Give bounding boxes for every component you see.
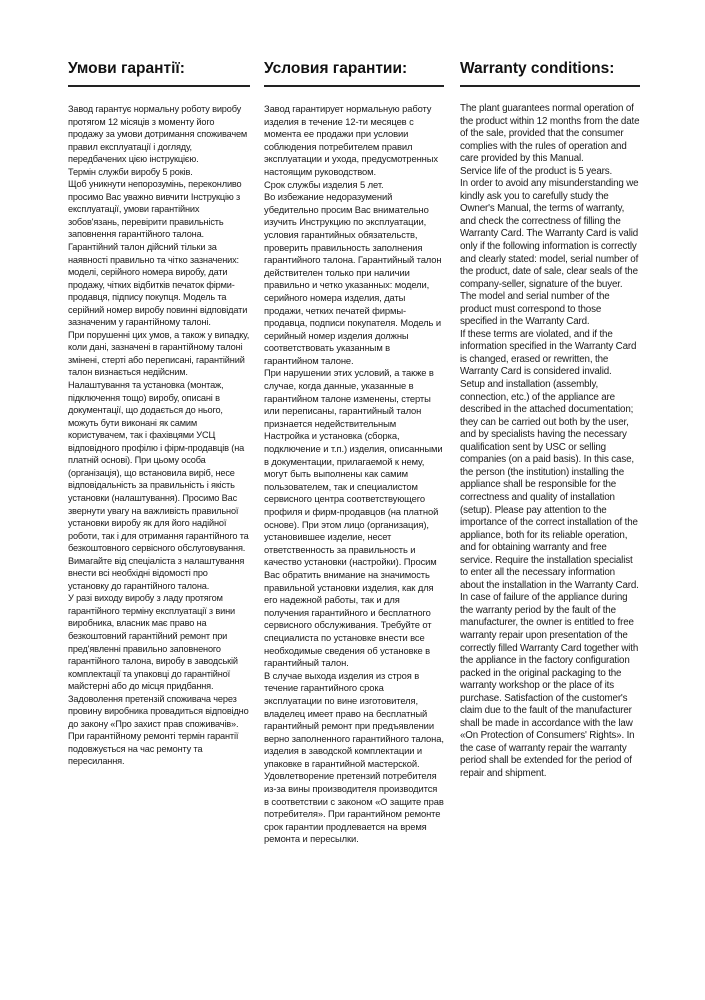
heading-divider (460, 85, 640, 87)
heading-divider (68, 85, 250, 87)
paragraph: The plant guarantees normal operation of the product within 12 months from the date of the sale, provided that the consumer complies with the rules of operation and care provided by this Manual. (460, 103, 640, 165)
paragraph: Завод гарантирует нормальную работу изделия в течение 12-ти месяцев с момента ее продажи при условии соблюдения потребителем правил эксплуатации и ухода, предусмотренных настоящим руководством. (264, 103, 438, 177)
paragraph: If these terms are violated, and if the information specified in the Warranty Card is changed, erased or rewritten, the Warranty Card is considered invalid. (460, 328, 637, 378)
paragraph: Настройка и установка (сборка, подключение и т.п.) изделия, описанными в документации, прилагаемой к нему, могут быть выполнены как самим пользователем, так и специалистом сервисного центра соответствующего профиля и фирм-продавцов (на платной основе). При этом лицо (организация), установившее изделие, несет ответственность за правильность и качество установки (настройки). Просим Вас обратить внимание на значимость правильной установки изделия, как для его надежной работы, так и для получения гарантийного и бесплатного сервисного обслуживания. Требуйте от специалиста по установке внести все необходимые сведения об установке в гарантийный талон. (264, 430, 443, 669)
paragraph: Срок службы изделия 5 лет. (264, 178, 384, 190)
column-body (68, 103, 250, 768)
paragraph: Термін служби виробу 5 років. (68, 166, 193, 177)
paragraph: Завод гарантує нормальну роботу виробу протягом 12 місяців з моменту його продажу за умови дотримання споживачем правил експлуатації і догляду, передбачених цією інструкцією. (68, 104, 248, 165)
paragraph: У разі виходу виробу з ладу протягом гарантійного терміну експлуатації з вини виробника, власник має право на безкоштовний гарантійний ремонт при пред'явленні правильно заповненого гарантійного талона, виробу в заводській комплектації та упаковці до гарантійної майстерні або до місця придбання. Задоволення претензій споживача через провину виробника провадиться відповідно до закону «Про захист прав споживачів». При гарантійному ремонті термін гарантії подовжується на час ремонту та пересилання. (68, 593, 249, 767)
warranty-column-russian (264, 58, 444, 846)
paragraph: Щоб уникнути непорозумінь, переконливо просимо Вас уважно вивчити Інструкцію з експлуатації, умови гарантійних зобов'язань, перевірити правильність заповнення гарантійного талона. Гарантійний талон дійсний тільки за наявності правильно та чітко зазначених: моделі, серійного номера виробу, дати продажу, чітких відбитків печаток фірми-продавця, підпису покупця. Модель та серійний номер виробу повинні відповідати зазначеним у гарантійному талоні. (68, 179, 248, 328)
column-heading: Warranty conditions: (460, 60, 615, 77)
column-body (460, 103, 640, 781)
warranty-column-english (460, 58, 640, 781)
paragraph: Во избежание недоразумений убедительно просим Вас внимательно изучить Инструкцию по эксплуатации, условия гарантийных обязательств, проверить правильность заполнения гарантийного талона. Гарантийный талон действителен только при наличии правильно и четко указанных: модели, серийного номера изделия, даты продажи, четких печатей фирмы-продавца, подписи покупателя. Модель и серийный номер изделия должны соответствовать указанным в гарантийном талоне. (264, 191, 442, 366)
paragraph: In case of failure of the appliance during the warranty period by the fault of the manufacturer, the owner is entitled to free warranty repair upon presentation of the correctly filled Warranty Card together with the appliance in the factory configuration packed in the original packaging to the warranty workshop or the place of its purchase. Satisfaction of the customer's claim due to the fault of the manufacturer shall be made in accordance with the law «On Protection of Consumers' Rights». In the case of warranty repair the warranty period shall be extended for the period of repair and shipment. (460, 592, 639, 779)
paragraph: При порушенні цих умов, а також у випадку, коли дані, зазначені в гарантійному талоні змінені, стерті або переписані, гарантійний талон визнається недійсним. (68, 329, 250, 378)
heading-divider (264, 85, 444, 87)
column-body (264, 103, 444, 846)
column-heading: Умови гарантії: (68, 60, 185, 77)
paragraph: При нарушении этих условий, а также в случае, когда данные, указанные в гарантийном талоне изменены, стерты или переписаны, гарантийный талон признается недействительным (264, 367, 434, 429)
paragraph: Налаштування та установка (монтаж, підключення тощо) виробу, описані в документації, що додається до нього, можуть бути виконані як самим користувачем, так і фахівцями УСЦ відповідного профілю і фірм-продавців (на платній основі). При цьому особа (організація), що встановила виріб, несе відповідальність за правильність і якість установки (налаштування). Просимо Вас звернути увагу на важливість правильної установки виробу як для його надійної роботи, так і для отримання гарантійного та безкоштовного сервісного обслуговування. Вимагайте від спеціаліста з налаштування внести всі необхідні відомості про установку до гарантійного талона. (68, 380, 249, 591)
paragraph: Service life of the product is 5 years. (460, 165, 613, 177)
warranty-column-ukrainian (68, 58, 250, 768)
paragraph: Setup and installation (assembly, connection, etc.) of the appliance are described in the attached documentation; they can be carried out both by the user, and by specialists having the necessary qualification sent by USC or selling companies (on a paid basis). In this case, the person (the institution) installing the appliance shall be responsible for the correctness and quality of installation (setup). Please pay attention to the importance of the correct installation of the appliance, both for its reliable operation, and for obtaining warranty and free service. Require the installation specialist to enter all the necessary information about the installation in the Warranty Card. (460, 379, 639, 591)
column-heading: Условия гарантии: (264, 60, 408, 77)
paragraph: В случае выхода изделия из строя в течение гарантийного срока эксплуатации по вине изготовителя, владелец имеет право на бесплатный гарантийный ремонт при предъявлении верно заполненного гарантийного талона, изделия в заводской комплектации и упаковке в гарантийной мастерской. Удовлетворение претензий потребителя из-за вины производителя производится в соответствии с законом «О защите прав потребителя». При гарантийном ремонте срок гарантии продлевается на время ремонта и пересылки. (264, 669, 444, 845)
paragraph: In order to avoid any misunderstanding we kindly ask you to carefully study the Owner's Manual, the terms of warranty, and check the correctness of filling the Warranty Card. The Warranty Card is valid only if the following information is correctly and clearly stated: model, serial number of the product, date of sale, clear seals of the company-seller, signature of the buyer. The model and serial number of the product must correspond to those specified in the Warranty Card. (460, 178, 639, 328)
